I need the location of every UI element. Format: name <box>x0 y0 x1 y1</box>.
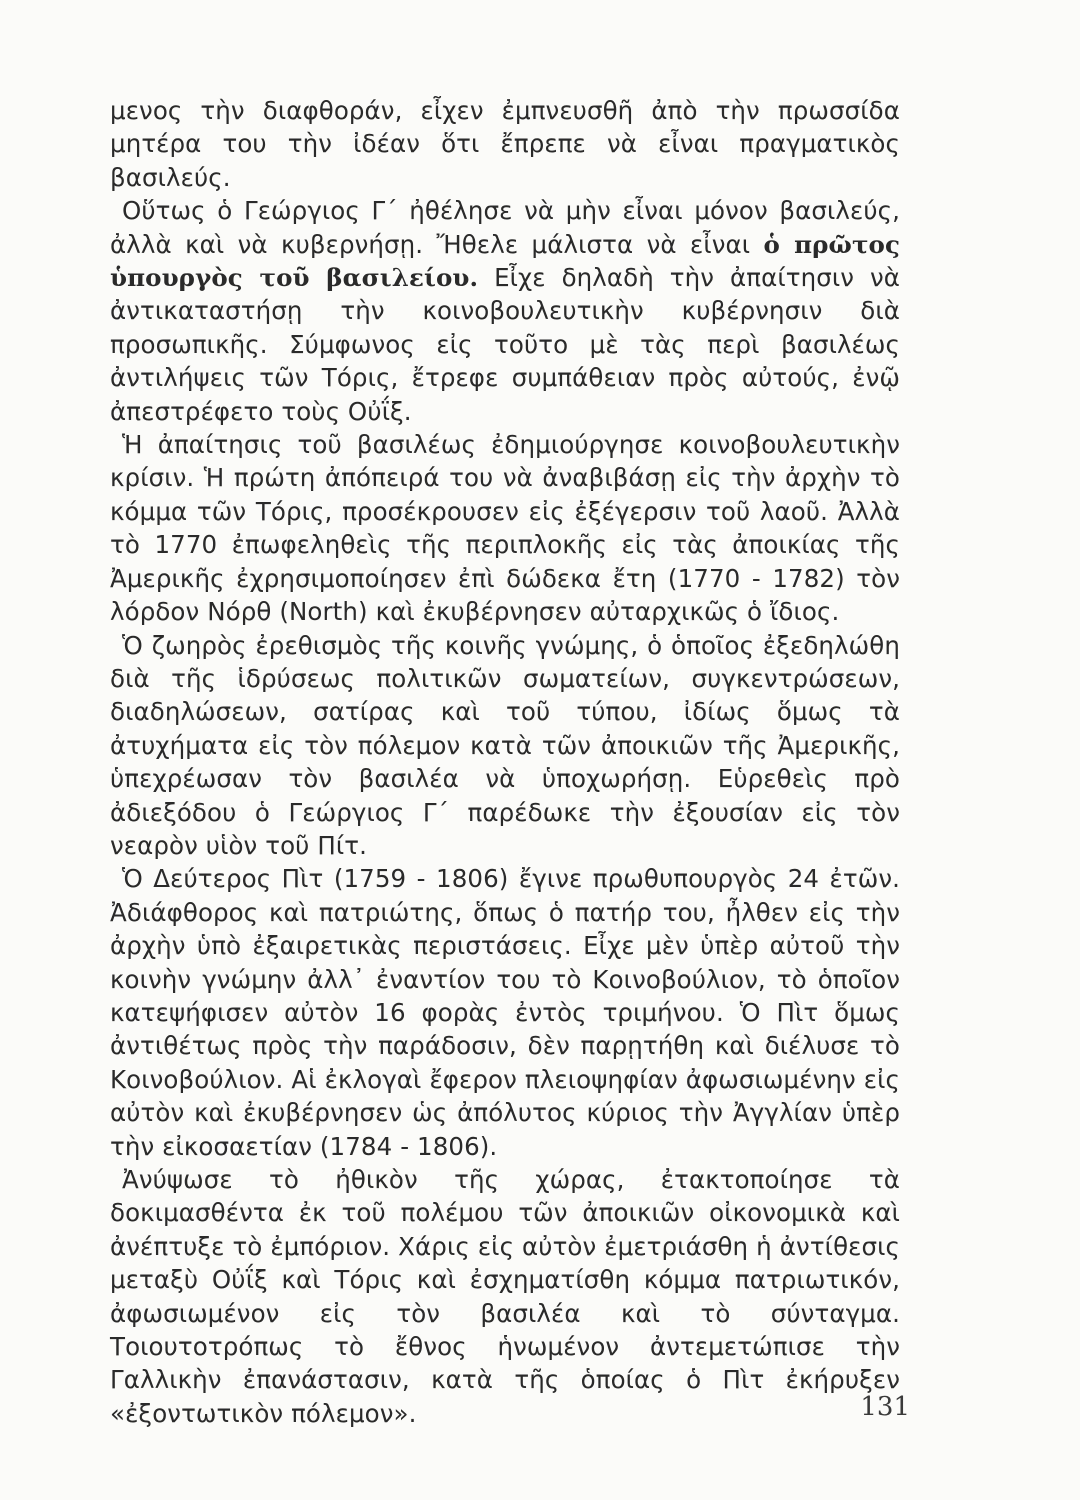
paragraph-2 <box>110 194 900 428</box>
paragraph-2-end: Εἶχε δηλαδὴ τὴν ἀπαίτησιν νὰ ἀντικαταστήσῃ τὴν κοινοβουλευτικὴν κυβέρνησιν διὰ προσωπικῆς. Σύμφωνος εἰς τοῦτο μὲ τὰς περὶ βασιλέως ἀντιλήψεις τῶν Τόρις, ἔτρεφε συμπάθειαν πρὸς αὐτούς, ἐνῷ ἀπεστρέφετο τοὺς Οὐΐξ. <box>110 263 901 426</box>
paragraph-4: Ὁ ζωηρὸς ἐρεθισμὸς τῆς κοινῆς γνώμης, ὁ ὁποῖος ἐξεδηλώθη διὰ τῆς ἱδρύσεως πολιτικῶν σωματείων, συγκεντρώσεων, διαδηλώσεων, σατίρας καὶ τοῦ τύπου, ἰδίως ὅμως τὰ ἀτυχήματα εἰς τὸν πόλεμον κατὰ τῶν ἀποικιῶν τῆς Ἀμερικῆς, ὑπεχρέωσαν τὸν βασιλέα νὰ ὑποχωρήσῃ. Εὑρεθεὶς πρὸ ἀδιεξόδου ὁ Γεώργιος Γ΄ παρέδωκε τὴν ἐξουσίαν εἰς τὸν νεαρὸν υἱὸν τοῦ Πίτ. <box>110 630 900 860</box>
paragraph-2-bold-phrase: ὁ πρῶτος ὑπουργὸς τοῦ βασιλείου. <box>110 229 900 293</box>
page-body-text <box>110 94 900 1430</box>
paragraph-5: Ὁ Δεύτερος Πὶτ (1759 - 1806) ἔγινε πρωθυπουργὸς 24 ἐτῶν. Ἀδιάφθορος καὶ πατριώτης, ὅπως ὁ πατήρ του, ἦλθεν εἰς τὴν ἀρχὴν ὑπὸ ἐξαιρετικὰς περιστάσεις. Εἶχε μὲν ὑπὲρ αὐτοῦ τὴν κοινὴν γνώμην ἀλλ᾿ ἐναντίον του τὸ Κοινοβούλιον, τὸ ὁποῖον κατεψήφισεν αὐτὸν 16 φορὰς ἐντὸς τριμήνου. Ὁ Πὶτ ὅμως ἀντιθέτως πρὸς τὴν παράδοσιν, δὲν παρῃτήθη καὶ διέλυσε τὸ Κοινοβούλιον. Αἱ ἐκλογαὶ ἔφερον πλειοψηφίαν ἀφωσιωμένην εἰς αὐτὸν καὶ ἐκυβέρνησεν ὡς ἀπόλυτος κύριος τὴν Ἀγγλίαν ὑπὲρ τὴν εἰκοσαετίαν (1784 - 1806). <box>110 864 900 1161</box>
paragraph-1: μενος τὴν διαφθοράν, εἶχεν ἐμπνευσθῆ ἀπὸ τὴν πρωσσίδα μητέρα του τὴν ἰδέαν ὅτι ἔπρεπε νὰ εἶναι πραγματικὸς βασιλεύς. <box>110 96 900 192</box>
paragraph-6: Ἀνύψωσε τὸ ἠθικὸν τῆς χώρας, ἐτακτοποίησε τὰ δοκιμασθέντα ἐκ τοῦ πολέμου τῶν ἀποικιῶν οἰκονομικὰ καὶ ἀνέπτυξε τὸ ἐμπόριον. Χάρις εἰς αὐτὸν ἐμετριάσθη ἡ ἀντίθεσις μεταξὺ Οὐΐξ καὶ Τόρις καὶ ἐσχηματίσθη κόμμα πατριωτικόν, ἀφωσιωμένον εἰς τὸν βασιλέα καὶ τὸ σύνταγμα. Τοιουτοτρόπως τὸ ἔθνος ἡνωμένον ἀντεμετώπισε τὴν Γαλλικὴν ἐπανάστασιν, κατὰ τῆς ὁποίας ὁ Πὶτ ἐκήρυξεν «ἐξοντωτικὸν πόλεμον». <box>110 1165 900 1428</box>
page-number: 131 <box>860 1392 910 1422</box>
paragraph-2-start: Οὕτως ὁ Γεώργιος Γ΄ ἠθέλησε νὰ μὴν εἶναι μόνον βασιλεύς, ἀλλὰ καὶ νὰ κυβερνήσῃ. Ἤθελε μάλιστα νὰ εἶναι <box>110 196 900 259</box>
paragraph-3: Ἡ ἀπαίτησις τοῦ βασιλέως ἐδημιούργησε κοινοβουλευτικὴν κρίσιν. Ἡ πρώτη ἀπόπειρά του νὰ ἀναβιβάσῃ εἰς τὴν ἀρχὴν τὸ κόμμα τῶν Τόρις, προσέκρουσεν εἰς ἐξέγερσιν τοῦ λαοῦ. Ἀλλὰ τὸ 1770 ἐπωφεληθεὶς τῆς περιπλοκῆς εἰς τὰς ἀποικίας τῆς Ἀμερικῆς ἐχρησιμοποίησεν ἐπὶ δώδεκα ἔτη (1770 - 1782) τὸν λόρδον Νόρθ (North) καὶ ἐκυβέρνησεν αὐταρχικῶς ὁ ἴδιος. <box>110 430 900 627</box>
